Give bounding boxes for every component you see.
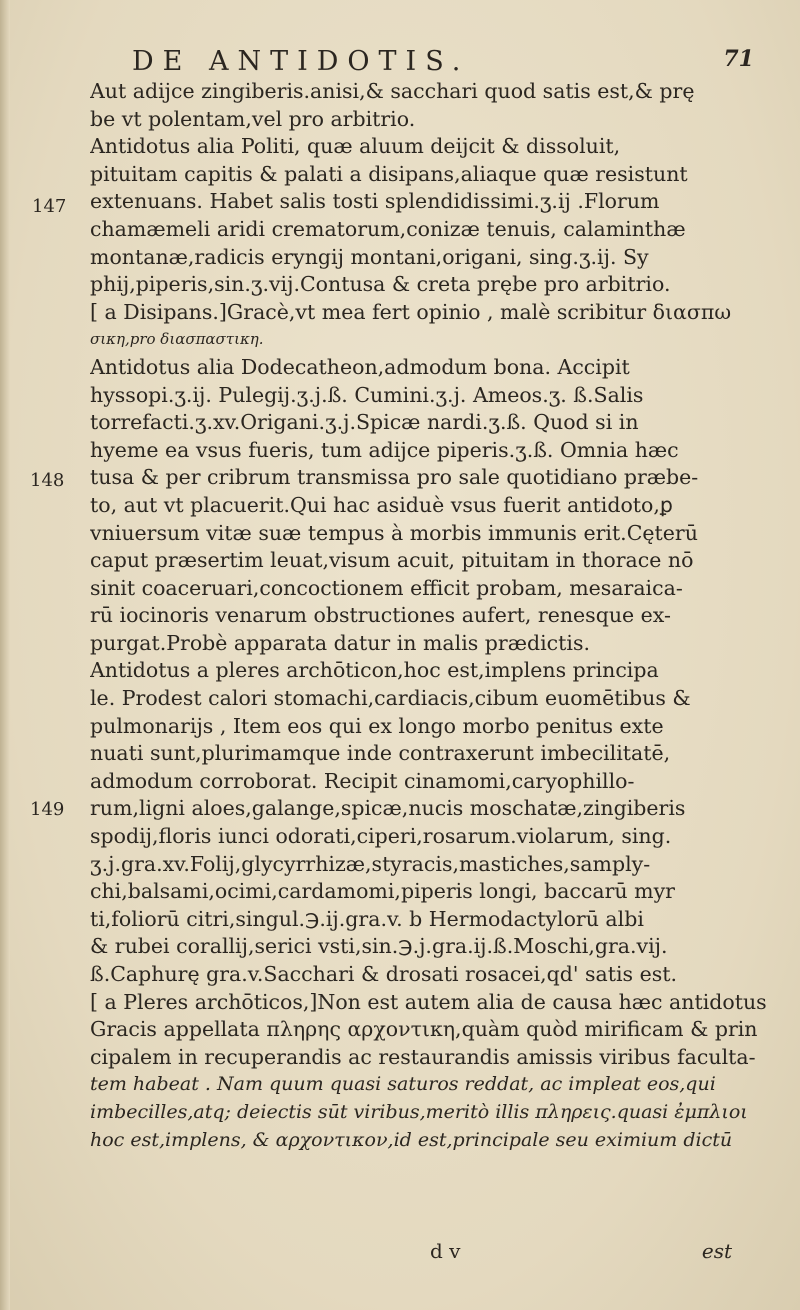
page-header: [112, 46, 754, 80]
text-line: sinit coaceruari,concoctionem efficit probam, mesaraica-: [90, 575, 683, 600]
text-line: montanæ,radicis eryngij montani,origani, sing.ʒ.ij. Sy: [90, 244, 649, 269]
text-line: phij,piperis,sin.ʒ.vij.Contusa & creta prębe pro arbitrio.: [90, 272, 671, 297]
text-line: chi,balsami,ocimi,cardamomi,piperis longi, baccarū myr: [90, 879, 675, 904]
text-line: to, aut vt placuerit.Qui hac asiduè vsus fuerit antidoto,ꝑ: [90, 492, 673, 517]
text-line: tem habeat . Nam quum quasi saturos reddat, ac impleat eos,qui: [90, 1073, 716, 1096]
text-line: chamæmeli aridi crematorum,conizæ tenuis, calaminthæ: [90, 216, 686, 241]
text-line: nuati sunt,plurimamque inde contraxerunt imbecilitatē,: [90, 741, 671, 766]
text-line: ti,foliorū citri,singul.℈.ij.gra.v. b Hermodactylorū albi: [90, 906, 644, 931]
text-line: σικη,pro διασπαστικη.: [90, 330, 264, 349]
text-line: Antidotus alia Dodecatheon,admodum bona. Accipit: [90, 354, 630, 379]
text-line: [90, 1209, 772, 1237]
text-line: pituitam capitis & palati a disipans,aliaque quæ resistunt: [90, 161, 688, 186]
text-line: caput præsertim leuat,visum acuit, pituitam in thorace nō: [90, 548, 694, 573]
text-line: spodij,floris iunci odorati,ciperi,rosarum.violarum, sing.: [90, 824, 672, 849]
footer-line: [90, 1237, 772, 1265]
text-line: [90, 1182, 772, 1210]
text-line: rum,ligni aloes,galange,spicæ,nucis moschatæ,zingiberis: [90, 796, 686, 821]
text-line: le. Prodest calori stomachi,cardiacis,cibum euomētibus &: [90, 686, 691, 711]
margin-number-148: 148: [30, 470, 65, 491]
running-title: DE ANTIDOTIS.: [132, 46, 470, 77]
signature-mark: d v: [430, 1238, 461, 1263]
text-line: ʒ.j.gra.xv.Folij,glycyrrhizæ,styracis,mastiches,samply-: [90, 851, 651, 876]
text-line: Antidotus alia Politi, quæ aluum deijcit & dissoluit,: [90, 134, 621, 159]
text-line: purgat.Probè apparata datur in malis prædictis.: [90, 630, 590, 655]
text-line: [ a Disipans.]Gracè,vt mea fert opinio , malè scribitur διασπω: [90, 299, 732, 324]
margin-number-149: 149: [30, 799, 65, 820]
text-line: torrefacti.ʒ.xv.Origani.ʒ.j.Spicæ nardi.ʒ.ß. Quod si in: [90, 410, 639, 435]
text-line: ß.Caphurę gra.v.Sacchari & drosati rosacei,qd' satis est.: [90, 962, 677, 986]
text-line: [90, 1154, 772, 1182]
text-line: [ a Pleres archōticos,]Non est autem alia de causa hæc antidotus: [90, 989, 767, 1014]
text-line: rū iocinoris venarum obstructiones aufert, renesque ex-: [90, 603, 671, 628]
text-line: hyssopi.ʒ.ij. Pulegij.ʒ.j.ß. Cumini.ʒ.j. Ameos.ʒ. ß.Salis: [90, 382, 644, 407]
text-line: Antidotus a pleres archōticon,hoc est,implens principa: [90, 658, 659, 683]
text-line: be vt polentam,vel pro arbitrio.: [90, 106, 416, 131]
text-line: hyeme ea vsus fueris, tum adijce piperis.ʒ.ß. Omnia hæc: [90, 437, 679, 462]
catchword: est: [701, 1238, 732, 1263]
text-line: hoc est,implens, & αρχοντικον,id est,principale seu eximium dictū: [90, 1128, 733, 1151]
text-line: vniuersum vitæ suæ tempus à morbis immunis erit.Cęterū: [90, 520, 698, 545]
text-line: pulmonarijs , Item eos qui ex longo morbo penitus exte: [90, 713, 664, 738]
text-line: Aut adijce zingiberis.anisi,& sacchari quod satis est,& prę: [90, 79, 695, 103]
text-line: Gracis appellata πληρης αρχοντικη,quàm quòd mirificam & prin: [90, 1017, 758, 1042]
text-line: tusa & per cribrum transmissa pro sale quotidiano præbe-: [90, 465, 699, 490]
body-text: [90, 78, 772, 1265]
margin-number-147: 147: [32, 196, 67, 217]
text-line: admodum corroborat. Recipit cinamomi,caryophillo-: [90, 768, 635, 793]
page-gutter-shadow: [0, 0, 10, 1310]
text-line: extenuans. Habet salis tosti splendidissimi.ʒ.ij .Florum: [90, 189, 660, 214]
text-line: imbecilles,atq; deiectis sūt viribus,meritò illis πληρεις.quasi ἐμπλιοι: [90, 1100, 748, 1123]
page-number: 71: [723, 46, 754, 72]
text-line: & rubei corallij,serici vsti,sin.℈.j.gra.ij.ß.Moschi,gra.vij.: [90, 934, 668, 959]
text-line: cipalem in recuperandis ac restaurandis amissis viribus faculta-: [90, 1044, 756, 1069]
